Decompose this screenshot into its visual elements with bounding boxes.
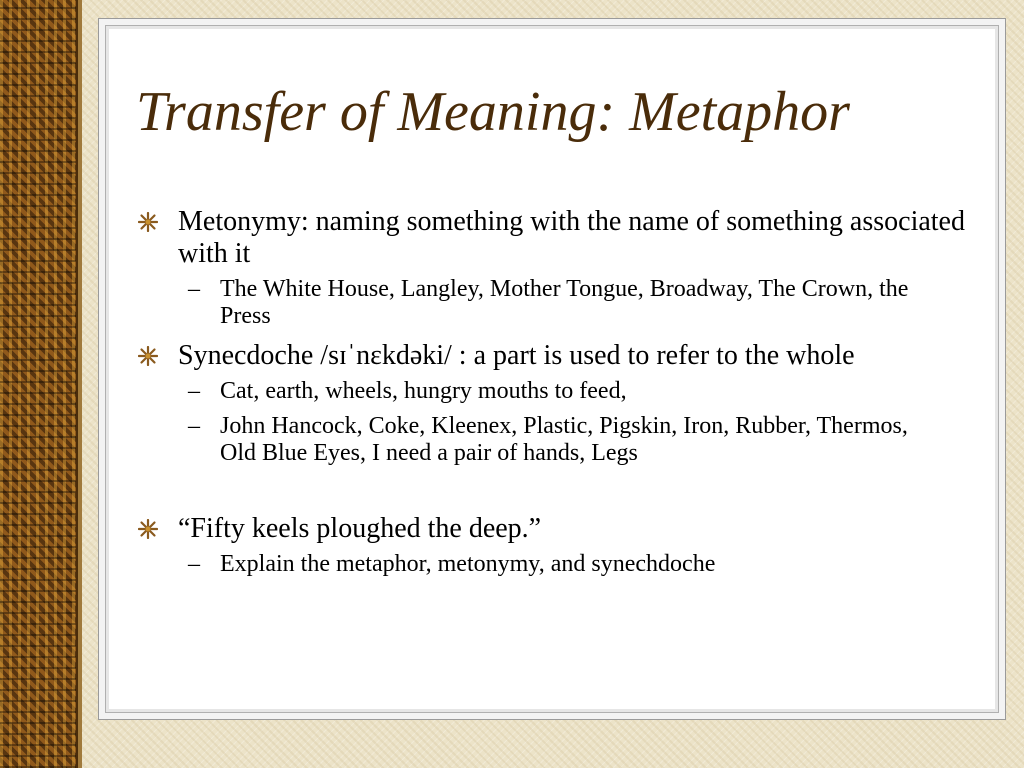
bullet-text: “Fifty keels ploughed the deep.”: [178, 513, 542, 544]
bullet-text: Metonymy: naming something with the name of something associated with it: [178, 206, 965, 269]
sub-point-text: The White House, Langley, Mother Tongue, Broadway, The Crown, the Press: [220, 276, 909, 329]
starburst-bullet-icon: [138, 519, 158, 539]
slide-title: Transfer of Meaning: Metaphor: [136, 81, 850, 143]
sub-point-text: Explain the metaphor, metonymy, and synechdoche: [220, 551, 716, 577]
bullet-point-quote: [136, 513, 986, 545]
starburst-bullet-icon: [138, 212, 158, 232]
starburst-bullet-icon: [138, 346, 158, 366]
bullet-point-metonymy: [136, 206, 986, 270]
sub-point-text: Cat, earth, wheels, hungry mouths to feed,: [220, 378, 627, 404]
decorative-side-stripe: [0, 0, 78, 768]
slide-frame: [98, 18, 1006, 720]
sub-point-text: John Hancock, Coke, Kleenex, Plastic, Pigskin, Iron, Rubber, Thermos, Old Blue Eyes, I need a pair of hands, Legs: [220, 413, 908, 466]
dash-marker: –: [188, 276, 200, 302]
slide-panel: [105, 25, 999, 713]
sub-point: [136, 413, 940, 467]
bullet-text: Synecdoche /sɪˈnɛkdəki/ : a part is used to refer to the whole: [178, 340, 855, 371]
dash-marker: –: [188, 551, 200, 577]
bullet-point-synecdoche: [136, 340, 928, 372]
dash-marker: –: [188, 413, 200, 439]
sub-point: [136, 378, 980, 405]
dash-marker: –: [188, 378, 200, 404]
sub-point: [136, 551, 980, 578]
sub-point: [136, 276, 920, 330]
slide-content: [136, 206, 996, 578]
